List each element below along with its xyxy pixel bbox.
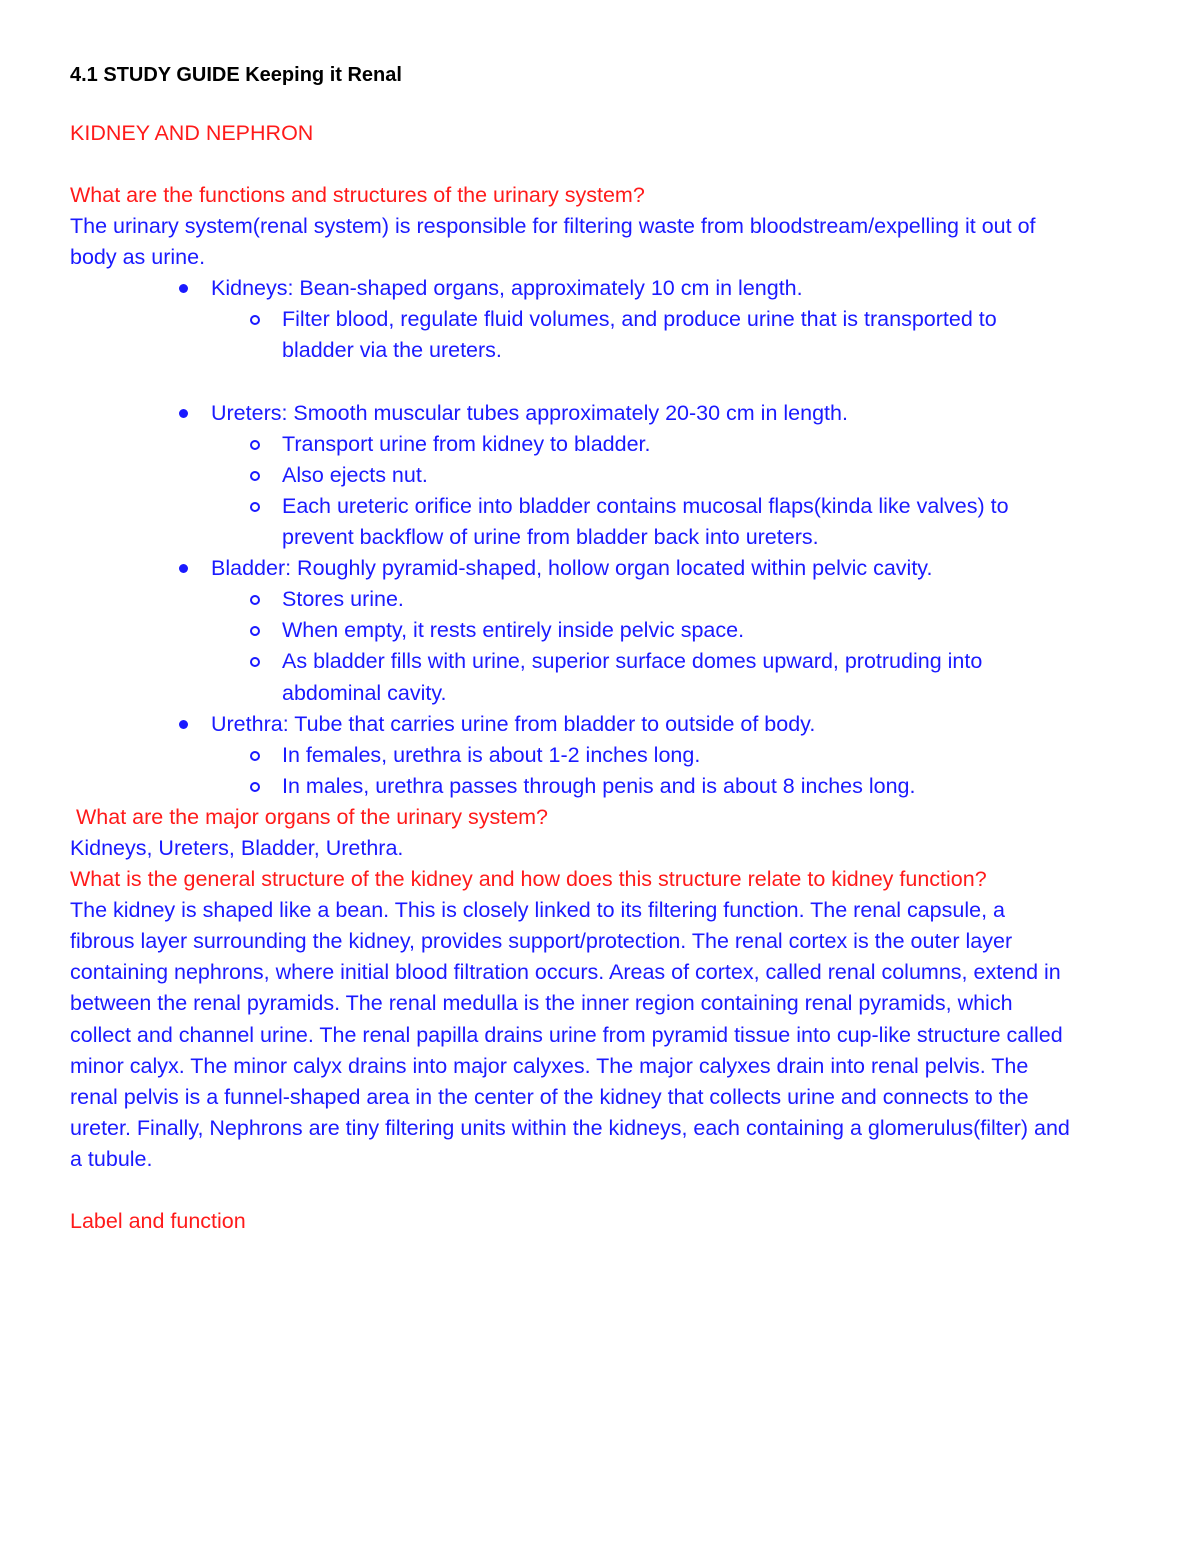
sub-list	[211, 429, 1070, 553]
sub-list	[211, 584, 1070, 708]
sub-item-text: Stores urine.	[282, 587, 404, 612]
organ-label-kidneys: Kidneys: Bean-shaped organs, approximately 10 cm in length.	[211, 276, 803, 301]
bullet-icon	[179, 564, 188, 573]
bullet-icon	[179, 284, 188, 293]
bullet-icon	[179, 409, 188, 418]
ring-bullet-icon	[250, 315, 260, 325]
sub-item-text: Also ejects nut.	[282, 462, 428, 487]
list-item	[211, 460, 1070, 491]
ring-bullet-icon	[250, 626, 260, 636]
list-item	[70, 398, 1070, 553]
bullet-icon	[179, 720, 188, 729]
label-and-function-heading: Label and function	[70, 1209, 246, 1234]
document-body	[70, 180, 1070, 1237]
list-item	[70, 273, 1070, 366]
answer-major-organs: Kidneys, Ureters, Bladder, Urethra.	[70, 835, 404, 860]
sub-item-text: In females, urethra is about 1-2 inches long.	[282, 742, 701, 767]
organ-label-ureters: Ureters: Smooth muscular tubes approximately 20-30 cm in length.	[211, 400, 848, 425]
list-item	[211, 771, 1070, 802]
list-item	[70, 709, 1070, 802]
list-item	[211, 615, 1070, 646]
list-item	[211, 584, 1070, 615]
list-item	[211, 491, 1070, 553]
question-functions-structures: What are the functions and structures of the urinary system?	[70, 183, 645, 207]
ring-bullet-icon	[250, 751, 260, 761]
list-item	[211, 304, 1070, 366]
question-major-organs: What are the major organs of the urinary system?	[76, 804, 549, 829]
list-item	[70, 553, 1070, 708]
ring-bullet-icon	[250, 471, 260, 481]
answer-functions-structures: The urinary system(renal system) is responsible for filtering waste from bloodstream/expelling it out of body as urine.	[70, 214, 1036, 270]
sub-item-text: In males, urethra passes through penis and is about 8 inches long.	[282, 773, 916, 798]
answer-kidney-structure: The kidney is shaped like a bean. This is closely linked to its filtering function. The renal capsule, a fibrous layer surrounding the kidney, provides support/protection. The renal cortex is the outer layer containing nephrons, where initial blood filtration occurs. Areas of cortex, called renal columns, extend in between the renal pyramids. The renal medulla is the inner region containing renal pyramids, which collect and channel urine. The renal papilla drains urine from pyramid tissue into cup-like structure called minor calyx. The minor calyx drains into major calyxes. The major calyxes drain into renal pelvis. The renal pelvis is a funnel-shaped area in the center of the kidney that collects urine and connects to the ureter. Finally, Nephrons are tiny filtering units within the kidneys, each containing a glomerulus(filter) and a tubule.	[70, 898, 1070, 1171]
list-item	[211, 429, 1070, 460]
sub-item-text: As bladder fills with urine, superior surface domes upward, protruding into abdominal cavity.	[282, 649, 983, 705]
section-heading: KIDNEY AND NEPHRON	[70, 121, 314, 145]
document-title: 4.1 STUDY GUIDE Keeping it Renal	[70, 64, 402, 86]
list-item	[211, 646, 1070, 708]
organ-label-bladder: Bladder: Roughly pyramid-shaped, hollow organ located within pelvic cavity.	[211, 556, 933, 581]
spacer	[70, 367, 1070, 398]
ring-bullet-icon	[250, 440, 260, 450]
sub-list	[211, 304, 1070, 366]
list-item	[211, 740, 1070, 771]
organ-list-continued	[70, 398, 1070, 802]
sub-list	[211, 740, 1070, 802]
spacer	[70, 1175, 1070, 1206]
sub-item-text: Filter blood, regulate fluid volumes, and produce urine that is transported to bladder via the ureters.	[282, 307, 997, 363]
sub-item-text: When empty, it rests entirely inside pelvic space.	[282, 618, 745, 643]
ring-bullet-icon	[250, 502, 260, 512]
organ-label-urethra: Urethra: Tube that carries urine from bladder to outside of body.	[211, 711, 816, 736]
sub-item-text: Each ureteric orifice into bladder contains mucosal flaps(kinda like valves) to prevent backflow of urine from bladder back into ureters.	[282, 493, 1009, 550]
organ-list	[70, 273, 1070, 366]
sub-item-text: Transport urine from kidney to bladder.	[282, 431, 651, 456]
question-kidney-structure: What is the general structure of the kidney and how does this structure relate to kidney function?	[70, 867, 987, 892]
ring-bullet-icon	[250, 657, 260, 667]
ring-bullet-icon	[250, 782, 260, 792]
ring-bullet-icon	[250, 595, 260, 605]
